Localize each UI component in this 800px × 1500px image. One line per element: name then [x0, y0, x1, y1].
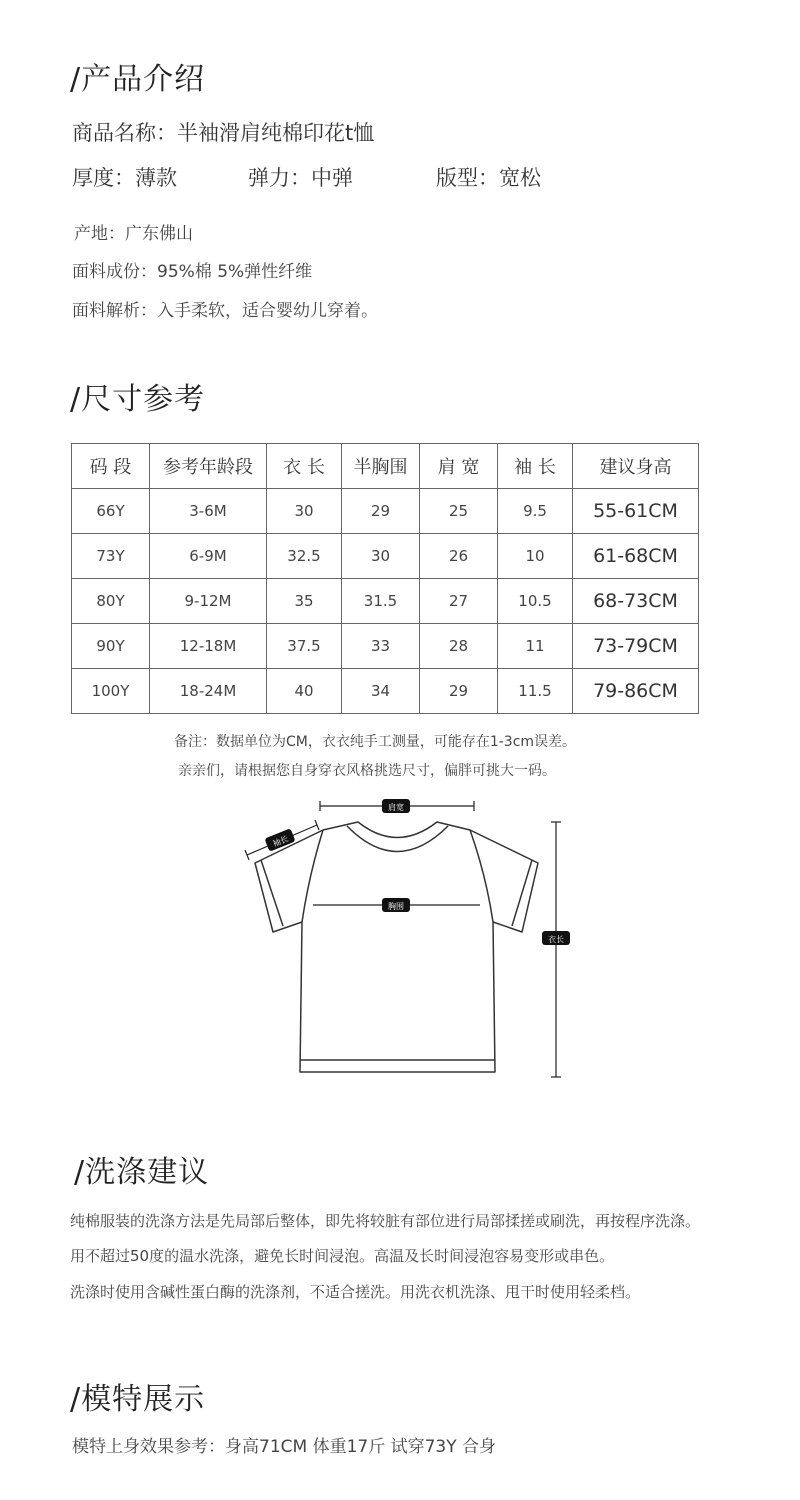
tshirt-outline — [255, 822, 538, 1072]
table-cell: 34 — [342, 669, 420, 714]
table-cell: 80Y — [72, 579, 150, 624]
table-cell: 3-6M — [150, 489, 267, 534]
sleeve-label: 袖长 — [271, 834, 290, 849]
chest-label: 胸围 — [388, 902, 404, 911]
table-cell: 26 — [420, 534, 498, 579]
table-cell: 35 — [267, 579, 342, 624]
table-cell: 28 — [420, 624, 498, 669]
table-cell: 12-18M — [150, 624, 267, 669]
size-table-header — [72, 444, 699, 489]
table-cell: 29 — [420, 669, 498, 714]
col-header: 肩 宽 — [420, 444, 498, 489]
col-header: 半胸围 — [342, 444, 420, 489]
size-table — [71, 443, 699, 714]
wash-line-2: 用不超过50度的温水洗涤，避免长时间浸泡。高温及长时间浸泡容易变形或串色。 — [70, 1247, 615, 1265]
col-header: 码 段 — [72, 444, 150, 489]
model-info: 模特上身效果参考：身高71CM 体重17斤 试穿73Y 合身 — [72, 1437, 497, 1457]
table-cell: 73Y — [72, 534, 150, 579]
table-row — [72, 489, 699, 534]
table-cell: 9-12M — [150, 579, 267, 624]
wash-heading: /洗涤建议 — [74, 1155, 210, 1190]
elasticity: 弹力：中弹 — [248, 166, 353, 190]
model-heading: /模特展示 — [70, 1382, 206, 1417]
origin: 产地：广东佛山 — [74, 224, 193, 244]
col-header: 参考年龄段 — [150, 444, 267, 489]
product-name: 商品名称：半袖滑肩纯棉印花t恤 — [72, 121, 375, 145]
length-label: 衣长 — [548, 935, 564, 944]
fabric: 面料成份：95%棉 5%弹性纤维 — [72, 262, 313, 282]
table-cell: 73-79CM — [573, 624, 699, 669]
table-cell: 79-86CM — [573, 669, 699, 714]
table-cell: 31.5 — [342, 579, 420, 624]
size-heading: /尺寸参考 — [70, 382, 206, 417]
table-cell: 32.5 — [267, 534, 342, 579]
col-header: 衣 长 — [267, 444, 342, 489]
table-cell: 33 — [342, 624, 420, 669]
table-cell: 37.5 — [267, 624, 342, 669]
table-cell: 10.5 — [498, 579, 573, 624]
table-cell: 61-68CM — [573, 534, 699, 579]
table-cell: 11 — [498, 624, 573, 669]
fit: 版型：宽松 — [436, 166, 541, 190]
table-cell: 30 — [342, 534, 420, 579]
table-cell: 25 — [420, 489, 498, 534]
table-cell: 29 — [342, 489, 420, 534]
table-cell: 40 — [267, 669, 342, 714]
fabric-analysis: 面料解析：入手柔软，适合婴幼儿穿着。 — [72, 301, 378, 321]
table-cell: 11.5 — [498, 669, 573, 714]
table-cell: 6-9M — [150, 534, 267, 579]
table-cell: 27 — [420, 579, 498, 624]
shoulder-label: 肩宽 — [388, 803, 404, 812]
table-row — [72, 624, 699, 669]
tshirt-measure-diagram — [240, 795, 580, 1085]
wash-line-1: 纯棉服装的洗涤方法是先局部后整体，即先将较脏有部位进行局部揉搓或刷洗，再按程序洗涤。 — [70, 1212, 701, 1230]
table-row — [72, 579, 699, 624]
table-cell: 30 — [267, 489, 342, 534]
table-cell: 100Y — [72, 669, 150, 714]
table-row — [72, 534, 699, 579]
table-cell: 90Y — [72, 624, 150, 669]
size-note: 备注：数据单位为CM，衣衣纯手工测量，可能存在1-3cm误差。 — [174, 734, 577, 750]
table-cell: 18-24M — [150, 669, 267, 714]
size-tip: 亲亲们，请根据您自身穿衣风格挑选尺寸，偏胖可挑大一码。 — [178, 763, 556, 779]
col-header: 建议身高 — [573, 444, 699, 489]
table-row — [72, 669, 699, 714]
table-cell: 68-73CM — [573, 579, 699, 624]
table-cell: 66Y — [72, 489, 150, 534]
product-heading: /产品介绍 — [70, 62, 206, 97]
col-header: 袖 长 — [498, 444, 573, 489]
table-cell: 10 — [498, 534, 573, 579]
thickness: 厚度：薄款 — [72, 166, 177, 190]
table-cell: 55-61CM — [573, 489, 699, 534]
table-cell: 9.5 — [498, 489, 573, 534]
wash-line-3: 洗涤时使用含碱性蛋白酶的洗涤剂，不适合搓洗。用洗衣机洗涤、甩干时使用轻柔档。 — [70, 1283, 641, 1301]
collar-line — [347, 826, 448, 852]
